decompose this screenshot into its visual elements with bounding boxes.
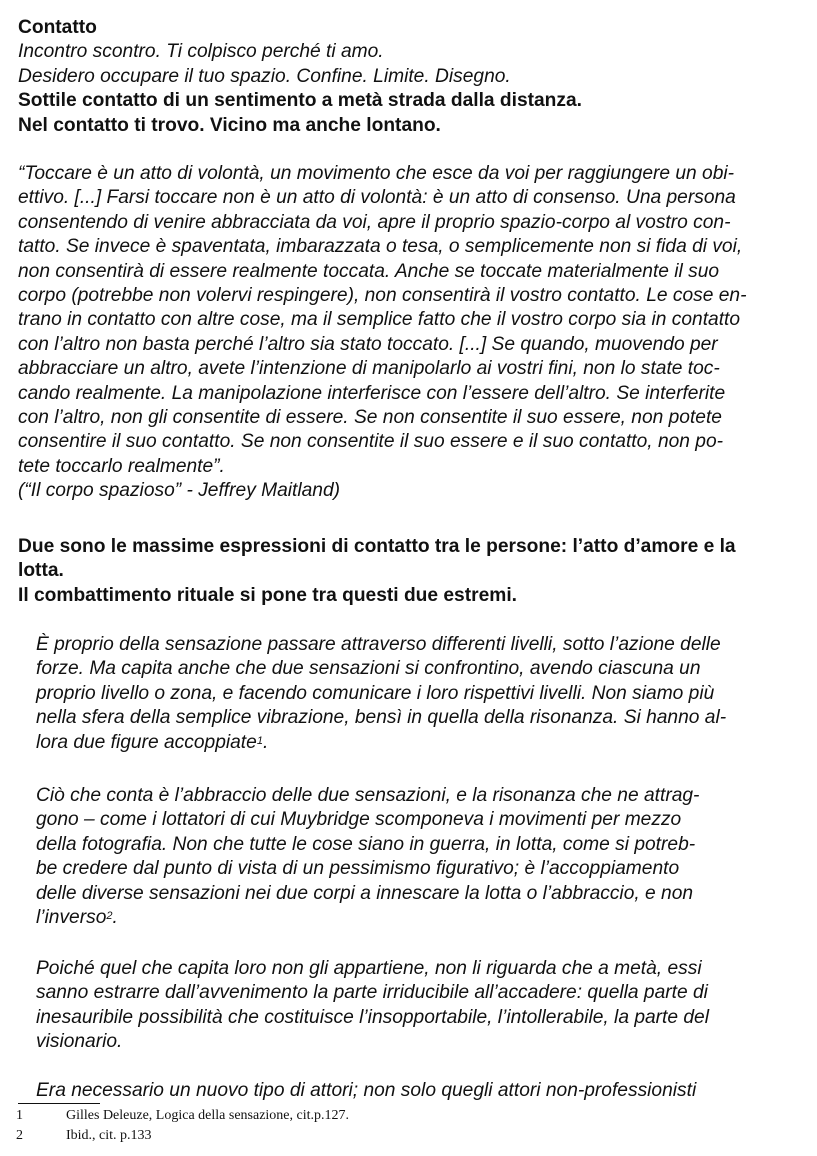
passage-line: Era necessario un nuovo tipo di attori; non solo quegli attori non-professionisti [36,1080,697,1101]
passage-punct: . [112,907,118,929]
passage-2 [36,784,811,930]
maitland-quote [18,162,808,504]
statement-line: lotta. [18,560,64,582]
passage-text: lora due figure accoppiate [36,731,257,753]
footnote [16,1106,349,1126]
passage-1 [36,633,811,755]
passage-4 [36,1079,811,1103]
footnote-text: Ibid., cit. p.133 [66,1128,152,1143]
quote-line: cando realmente. La manipolazione interferisce con l’essere dell’altro. Se interferite [18,382,726,404]
quote-line: tete toccarlo realmente”. [18,455,225,477]
passage-line: gono – come i lottatori di cui Muybridge scomponeva i movimenti per mezzo [36,809,682,831]
quote-line: ettivo. [...] Farsi toccare non è un atto di volontà: è un atto di consenso. Una persona [18,187,736,209]
quote-line: abbracciare un altro, avete l’intenzione di manipolarlo ai vostri fini, non lo state toc- [18,358,720,380]
footnote-ref: 1 [256,734,263,747]
passage-line: Ciò che conta è l’abbraccio delle due sensazioni, e la risonanza che ne attrag- [36,785,700,806]
footnote-ref: 2 [106,910,113,923]
passage-line: della fotografia. Non che tutte le cose siano in guerra, in lotta, come si potreb- [36,833,696,855]
quote-line: corpo (potrebbe non volervi respingere), non consentirà il vostro contatto. Le cose en- [18,285,747,307]
poem-line: Desidero occupare il tuo spazio. Confine. Limite. Disegno. [18,65,511,87]
footnote-number: 1 [16,1108,23,1123]
quote-line: trano in contatto con altre cose, ma il semplice fatto che il vostro corpo sia in contatto [18,309,741,331]
passage-line: forze. Ma capita anche che due sensazioni si confrontino, avendo ciascuna un [36,658,701,680]
passage-line: È proprio della sensazione passare attraverso differenti livelli, sotto l’azione delle [36,634,721,655]
passage-line [36,731,811,755]
passage-punct: . [262,731,269,753]
poem-line: Nel contatto ti trovo. Vicino ma anche lontano. [18,114,441,136]
passage-line: nella sfera della semplice vibrazione, bensì in quella della risonanza. Si hanno al- [36,707,727,729]
quote-line: consentire il suo contatto. Se non consentite il suo essere e il suo contatto, non po- [18,431,724,453]
passage-line: delle diverse sensazioni nei due corpi a innescare la lotta o l’abbraccio, e non [36,882,694,904]
poem-line: Incontro scontro. Ti colpisco perché ti amo. [18,41,384,63]
footnote [16,1126,152,1146]
statement-line: Due sono le massime espressioni di contatto tra le persone: l’atto d’amore e la [18,536,736,557]
quote-citation: (“Il corpo spazioso” - Jeffrey Maitland) [18,480,341,502]
poem-line: Sottile contatto di un sentimento a metà strada dalla distanza. [18,90,582,112]
statement [18,535,808,608]
footnote-separator [18,1103,100,1104]
quote-line: con l’altro, non gli consentite di essere. Se non consentite il suo essere, non potete [18,407,722,429]
passage-line: proprio livello o zona, e facendo comunicare i loro rispettivi livelli. Non siamo più [36,682,715,704]
poem-title: Contatto [18,17,97,38]
passage-line: Poiché quel che capita loro non gli appartiene, non li riguarda che a metà, essi [36,958,702,979]
footnote-text: Gilles Deleuze, Logica della sensazione, cit.p.127. [66,1108,350,1123]
footnote-number: 2 [16,1128,23,1143]
passage-3 [36,957,811,1055]
passage-line: sanno estrarre dall’avvenimento la parte irriducibile all’accadere: quella parte di [36,982,708,1004]
passage-line [36,906,811,930]
quote-line: tatto. Se invece è spaventata, imbarazzata o tesa, o semplicemente non si fida di voi, [18,236,743,258]
quote-line: non consentirà di essere realmente toccata. Anche se toccate materialmente il suo [18,260,720,282]
passage-line: visionario. [36,1031,123,1053]
quote-line: consentendo di venire abbracciata da voi, apre il proprio spazio-corpo al vostro con- [18,211,731,233]
passage-text: l’inverso [36,907,107,929]
quote-line: con l’altro non basta perché l’altro sia stato toccato. [...] Se quando, muovendo per [18,333,718,355]
poem [18,16,808,138]
quote-line: “Toccare è un atto di volontà, un movimento che esce da voi per raggiungere un obi- [18,163,735,184]
passage-line: inesauribile possibilità che costituisce l’insopportabile, l’intollerabile, la parte del [36,1006,709,1028]
passage-line: be credere dal punto di vista di un pessimismo figurativo; è l’accoppiamento [36,858,680,880]
statement-line: Il combattimento rituale si pone tra questi due estremi. [18,584,517,606]
